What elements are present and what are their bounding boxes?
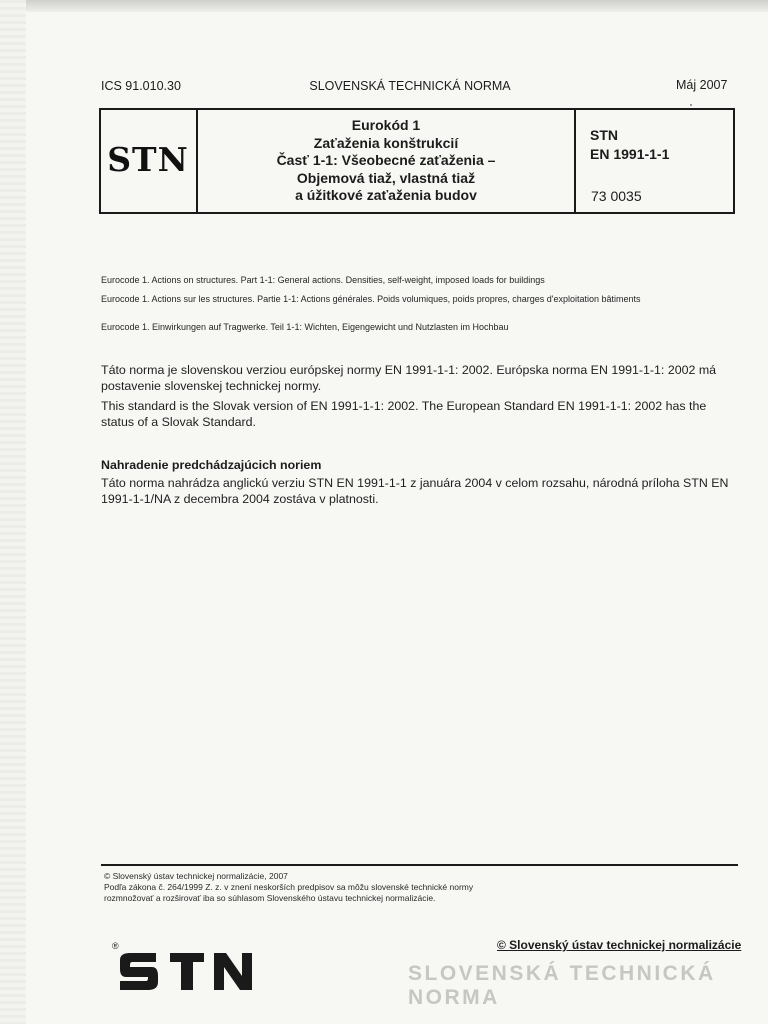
- standard-code: STN: [590, 127, 618, 143]
- translation-german: Eurocode 1. Einwirkungen auf Tragwerke. Teil 1-1: Wichten, Eigengewicht und Nutzlasten im Hochbau: [101, 322, 509, 332]
- replacement-heading: Nahradenie predchádzajúcich noriem: [101, 458, 322, 472]
- title-line: Zaťaženia konštrukcií: [313, 134, 459, 151]
- scan-speck: [690, 104, 692, 106]
- slovak-version-paragraph: Táto norma je slovenskou verziou európskej normy EN 1991-1-1: 2002. Európska norma EN 1991-1-1: 2002 má postavenie slovenskej technickej normy.: [101, 363, 717, 393]
- title-line: Eurokód 1: [351, 117, 421, 133]
- title-box-divider-right: [574, 108, 576, 214]
- scan-left-edge: [0, 0, 26, 1024]
- standard-identifier: [590, 126, 669, 164]
- standard-number: EN 1991-1-1: [590, 146, 670, 162]
- stn-brand-logo-graphic: [118, 950, 258, 992]
- title-line: a úžitkové zaťaženia budov: [295, 187, 477, 203]
- institute-copyright: © Slovenský ústav technickej normalizácie: [497, 938, 742, 952]
- copyright-line: © Slovenský ústav technickej normalizácie, 2007: [104, 871, 288, 881]
- header-title: SLOVENSKÁ TECHNICKÁ NORMA: [309, 79, 511, 93]
- translation-french: Eurocode 1. Actions sur les structures. Partie 1-1: Actions générales. Poids volumiques, poids propres, charges d'exploitation bâtiments: [101, 294, 641, 304]
- english-version-paragraph: This standard is the Slovak version of EN 1991-1-1: 2002. The European Standard EN 1991-1-1: 2002 has the status of a Slovak Standard.: [101, 399, 707, 429]
- classification-number: 73 0035: [591, 188, 642, 204]
- title-line: Časť 1-1: Všeobecné zaťaženia –: [276, 152, 496, 168]
- registered-mark: ®: [112, 941, 119, 951]
- stn-brand-logo: [118, 950, 258, 997]
- title-line: Objemová tiaž, vlastná tiaž: [296, 169, 476, 186]
- scan-top-edge: [0, 0, 768, 12]
- footer-divider: [101, 864, 738, 866]
- translation-english: Eurocode 1. Actions on structures. Part 1-1: General actions. Densities, self-weight, imposed loads for buildings: [101, 275, 545, 285]
- legal-line: Podľa zákona č. 264/1999 Z. z. v znení neskorších predpisov sa môžu slovenské technické normy: [104, 882, 474, 892]
- issue-date: Máj 2007: [676, 78, 728, 92]
- legal-line: rozmnožovať a rozširovať iba so súhlasom Slovenského ústavu technickej normalizácie.: [104, 893, 436, 903]
- standard-title: [198, 117, 574, 205]
- footer-legal: [104, 871, 664, 904]
- ics-code: ICS 91.010.30: [101, 79, 181, 93]
- stn-logo: STN: [107, 140, 189, 179]
- slovak-standard-wordmark: SLOVENSKÁ TECHNICKÁ NORMA: [408, 962, 716, 1009]
- replacement-paragraph: Táto norma nahrádza anglickú verziu STN EN 1991-1-1 z januára 2004 v celom rozsahu, národná príloha STN EN 1991-1-1/NA z decembra 2004 zostáva v platnosti.: [101, 476, 729, 506]
